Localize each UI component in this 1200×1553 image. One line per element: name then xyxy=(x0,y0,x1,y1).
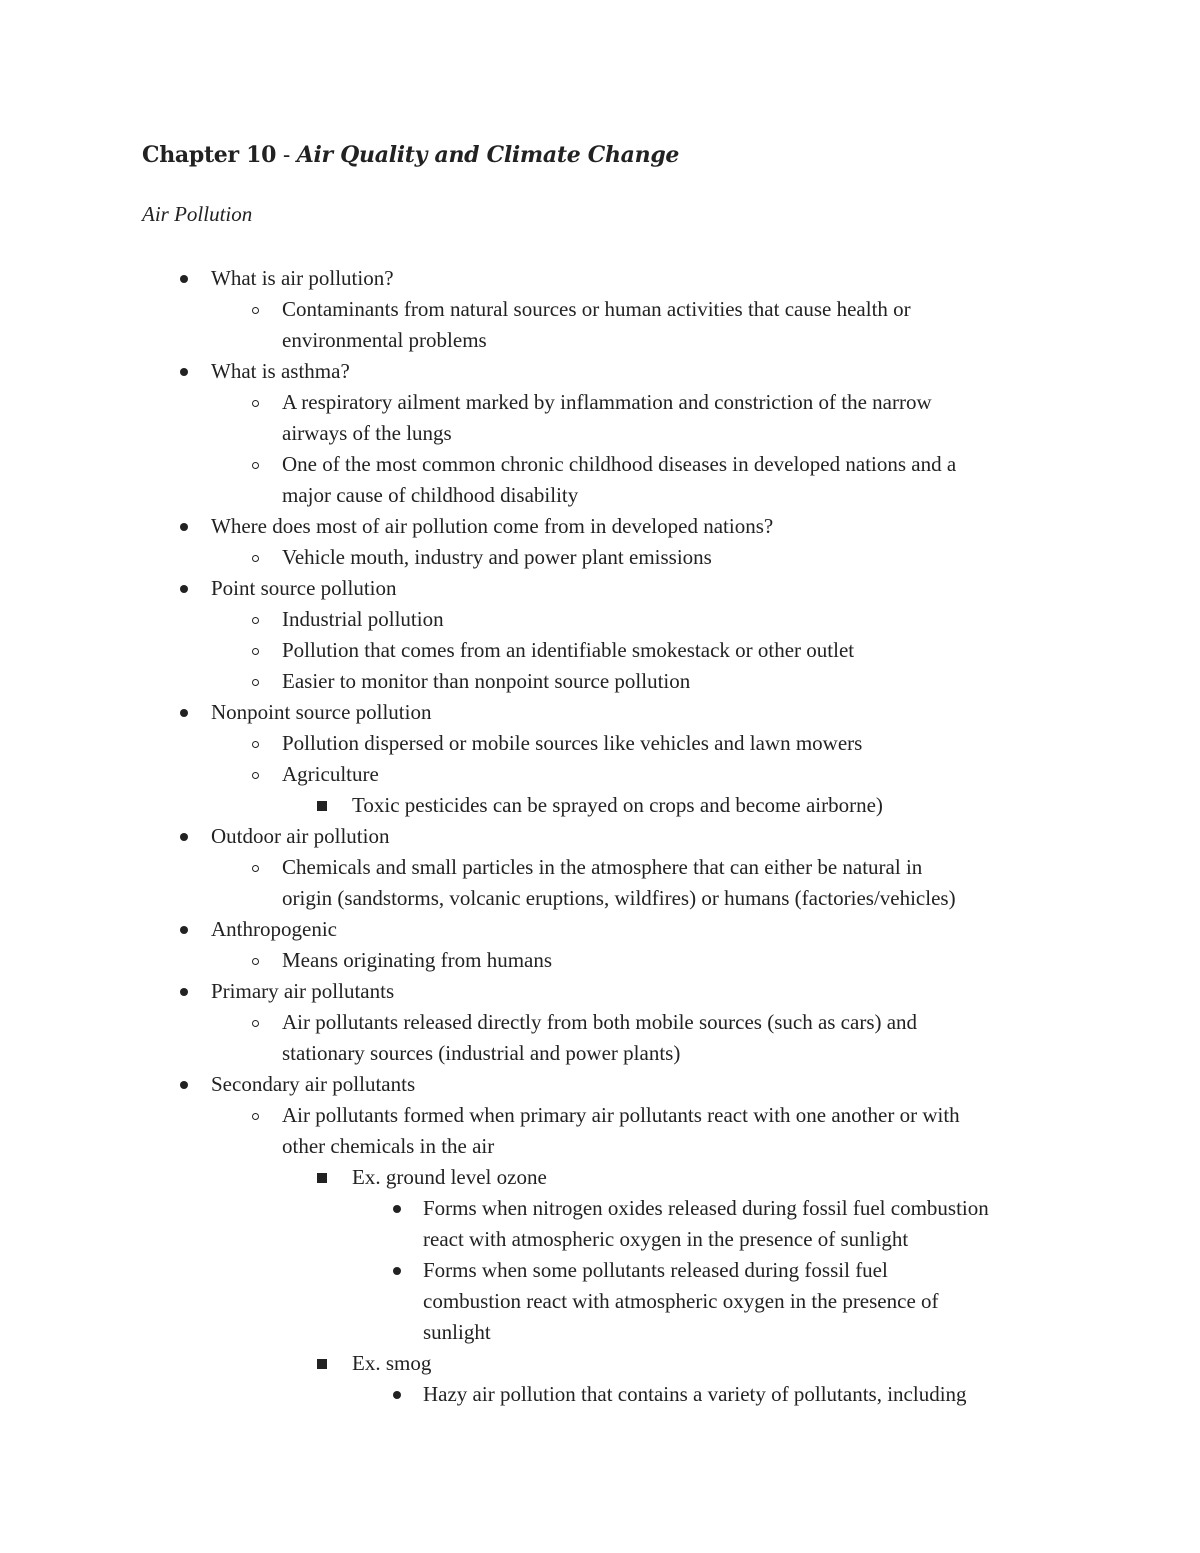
outline-line-level-2: A respiratory ailment marked by inflammation and constriction of the narrow xyxy=(282,390,932,414)
outline-line-level-2: other chemicals in the air xyxy=(282,1134,495,1158)
outline-line-level-2: Agriculture xyxy=(282,762,379,786)
outline-line-level-1: Anthropogenic xyxy=(211,917,337,941)
chapter-label: Chapter 10 xyxy=(142,142,277,168)
bullet-disc-icon xyxy=(393,1267,401,1275)
outline-line-level-2: One of the most common chronic childhood diseases in developed nations and a xyxy=(282,452,957,476)
bullet-disc-icon xyxy=(180,368,188,376)
outline-line-level-2: Vehicle mouth, industry and power plant emissions xyxy=(282,545,712,569)
title-separator: - xyxy=(276,143,297,168)
chapter-title: Air Quality and Climate Change xyxy=(296,142,680,168)
bullet-disc-icon xyxy=(180,709,188,717)
bullet-circle-icon xyxy=(252,462,259,469)
outline-line-level-2: Industrial pollution xyxy=(282,607,444,631)
bullet-circle-icon xyxy=(252,617,259,624)
outline-line-level-2: Easier to monitor than nonpoint source pollution xyxy=(282,669,691,693)
bullet-circle-icon xyxy=(252,679,259,686)
bullet-square-icon xyxy=(317,1173,327,1183)
outline-line-level-1: Primary air pollutants xyxy=(211,979,395,1003)
bullet-circle-icon xyxy=(252,555,259,562)
bullet-circle-icon xyxy=(252,772,259,779)
outline-line-level-3: Ex. smog xyxy=(352,1351,432,1375)
bullet-circle-icon xyxy=(252,307,259,314)
outline-line-level-2: environmental problems xyxy=(282,328,487,352)
outline-line-level-4: Forms when some pollutants released during fossil fuel xyxy=(423,1258,888,1282)
outline-line-level-2: stationary sources (industrial and power plants) xyxy=(282,1041,681,1065)
outline-line-level-1: Point source pollution xyxy=(211,576,397,600)
outline-line-level-4: react with atmospheric oxygen in the presence of sunlight xyxy=(423,1227,909,1251)
bullet-circle-icon xyxy=(252,1113,259,1120)
bullet-disc-icon xyxy=(180,988,188,996)
bullet-disc-icon xyxy=(180,926,188,934)
outline-line-level-2: Air pollutants formed when primary air pollutants react with one another or with xyxy=(282,1103,960,1127)
bullet-circle-icon xyxy=(252,958,259,965)
bullet-disc-icon xyxy=(180,523,188,531)
outline-line-level-1: Nonpoint source pollution xyxy=(211,700,432,724)
bullet-disc-icon xyxy=(180,585,188,593)
outline-line-level-3: Toxic pesticides can be sprayed on crops and become airborne) xyxy=(352,793,883,817)
bullet-disc-icon xyxy=(180,1081,188,1089)
outline-line-level-1: What is air pollution? xyxy=(211,266,394,290)
outline-line-level-2: Chemicals and small particles in the atmosphere that can either be natural in xyxy=(282,855,923,879)
outline-line-level-2: Pollution dispersed or mobile sources like vehicles and lawn mowers xyxy=(282,731,863,755)
outline-line-level-2: major cause of childhood disability xyxy=(282,483,579,507)
outline-line-level-2: Pollution that comes from an identifiable smokestack or other outlet xyxy=(282,638,855,662)
outline-line-level-4: Hazy air pollution that contains a variety of pollutants, including xyxy=(423,1382,967,1406)
outline-line-level-3: Ex. ground level ozone xyxy=(352,1165,547,1189)
page-title xyxy=(142,142,679,168)
outline-line-level-2: origin (sandstorms, volcanic eruptions, wildfires) or humans (factories/vehicles) xyxy=(282,886,956,910)
bullet-square-icon xyxy=(317,1359,327,1369)
outline-line-level-1: Outdoor air pollution xyxy=(211,824,390,848)
outline-line-level-1: Secondary air pollutants xyxy=(211,1072,416,1096)
outline-line-level-4: combustion react with atmospheric oxygen in the presence of xyxy=(423,1289,939,1313)
outline-line-level-2: Contaminants from natural sources or human activities that cause health or xyxy=(282,297,911,321)
outline-line-level-2: airways of the lungs xyxy=(282,421,452,445)
bullet-disc-icon xyxy=(180,833,188,841)
bullet-disc-icon xyxy=(393,1205,401,1213)
bullet-circle-icon xyxy=(252,865,259,872)
bullet-circle-icon xyxy=(252,1020,259,1027)
outline-line-level-2: Means originating from humans xyxy=(282,948,553,972)
section-heading: Air Pollution xyxy=(142,202,253,226)
outline-line-level-1: Where does most of air pollution come from in developed nations? xyxy=(211,514,774,538)
outline-line-level-2: Air pollutants released directly from both mobile sources (such as cars) and xyxy=(282,1010,918,1034)
bullet-disc-icon xyxy=(393,1391,401,1399)
bullet-circle-icon xyxy=(252,648,259,655)
bullet-circle-icon xyxy=(252,400,259,407)
outline-line-level-4: Forms when nitrogen oxides released during fossil fuel combustion xyxy=(423,1196,989,1220)
bullet-circle-icon xyxy=(252,741,259,748)
bullet-disc-icon xyxy=(180,275,188,283)
outline-line-level-1: What is asthma? xyxy=(211,359,350,383)
outline-line-level-4: sunlight xyxy=(423,1320,491,1344)
bullet-square-icon xyxy=(317,801,327,811)
